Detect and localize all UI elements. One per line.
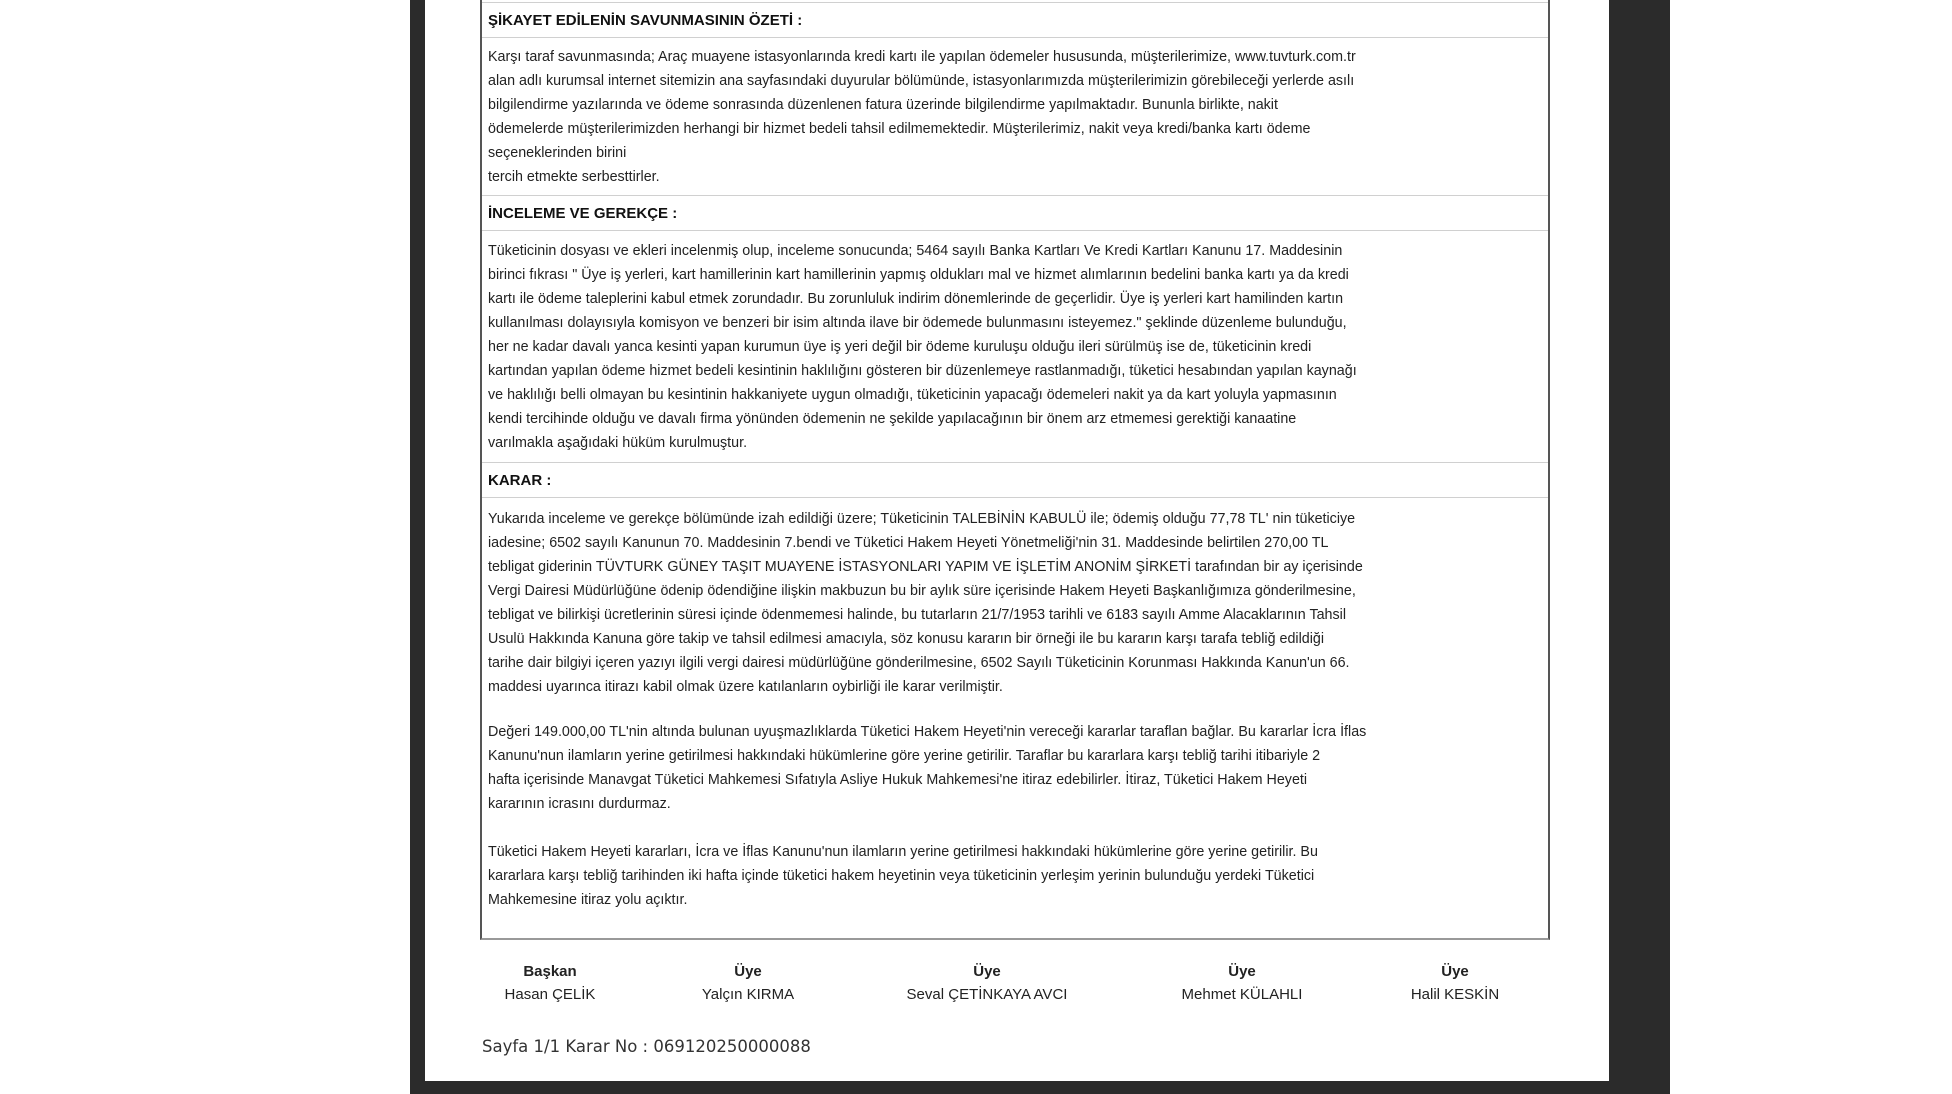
signature-name: Yalçın KIRMA <box>701 986 795 1003</box>
signature-role: Başkan <box>523 963 577 980</box>
decision-text-p2: Değeri 149.000,00 TL'nin altında bulunan uyuşmazlıklarda Tüketici Hakem Heyeti'nin vereceği kararlar taraflan bağlar. Bu kararlar İcra İflas Kanunu'nun ilamların yerine getirilmesi hakkındaki hükümlerine göre yerine getirilir. Taraflar bu kararlara karşı tebliğ tarihi itibariyle 2 hafta içerisinde Manavgat Tüketici Mahkemesi Sıfatıyla Asliye Hukuk Mahkemesi'ne itiraz edebilirler. İtiraz, Tüketici Hakem Heyeti kararının icrasını durdurmaz. <box>488 724 1367 812</box>
signature-name: Halil KESKİN <box>1410 986 1500 1003</box>
decision-body <box>480 0 1550 940</box>
signature-role: Üye <box>973 963 1001 980</box>
signature-member-3 <box>1152 960 1332 1006</box>
decision-heading: KARAR : <box>482 462 1548 498</box>
decision-text-p1: Yukarıda inceleme ve gerekçe bölümünde izah edildiği üzere; Tüketicinin TALEBİNİN KABULÜ ile; ödemiş olduğu 77,78 TL' nin tüketiciye iadesine; 6502 sayılı Kanunun 70. Maddesinin 7.bendi ve Tüketici Hakem Heyeti Yönetmeliği'nin 31. Maddesinde belirtilen 270,00 TL tebligat giderinin TÜVTURK GÜNEY TAŞIT MUAYENE İSTASYONLARI YAPIM VE İŞLETİM ANONİM ŞİRKETİ tarafından bir ay içerisinde Vergi Dairesi Müdürlüğüne ödenip ödendiğine ilişkin makbuzun bu bir aylık süre içerisinde Hakem Heyeti Başkanlığımıza gönderilmesine, tebligat ve bilirkişi ücretlerinin süresi içinde ödenmemesi halinde, bu tutarların 21/7/1953 tarihli ve 6183 sayılı Amme Alacaklarının Tahsil Usulü Hakkında Kanuna göre takip ve tahsil edilmesi amacıyla, söz konusu kararın bir örneği ile bu kararın karşı tarafa tebliğ edildiği tarihe dair bilgiyi içeren yazıyı ilgili vergi dairesi müdürlüğüne gönderilmesine, 6502 Sayılı Tüketicinin Korunması Hakkında Kanun'un 66. maddesi uyarınca itirazı kabil olmak üzere katılanların oybirliği ile karar verilmiştir. <box>488 511 1363 695</box>
signature-chair <box>470 960 630 1006</box>
signature-member-4 <box>1375 960 1535 1006</box>
signature-name: Seval ÇETİNKAYA AVCI <box>906 986 1068 1003</box>
signature-name: Hasan ÇELİK <box>504 986 596 1003</box>
signature-member-2 <box>887 960 1087 1006</box>
signature-role: Üye <box>734 963 762 980</box>
signature-name: Mehmet KÜLAHLI <box>1181 986 1303 1003</box>
defense-summary-text: Karşı taraf savunmasında; Araç muayene istasyonlarında kredi kartı ile yapılan ödemeler hususunda, müşterilerimize, www.tuvturk.com.tr alan adlı kurumsal internet sitemizin ana sayfasındaki duyurular bölümünde, istasyonlarımızda müşterilerimizin görebileceği yerlerde asılı bilgilendirme yazılarında ve ödeme sonrasında düzenlenen fatura üzerinde bilgilendirme yapılmaktadır. Bununla birlikte, nakit ödemelerde müşterilerimizden herhangi bir hizmet bedeli tahsil edilmemektedir. Müşterilerimiz, nakit veya kredi/banka kartı ödeme seçeneklerinden birini tercih etmekte serbesttirler. <box>488 49 1356 185</box>
defense-summary-heading: ŞİKAYET EDİLENİN SAVUNMASININ ÖZETİ : <box>482 2 1548 38</box>
signature-role: Üye <box>1441 963 1469 980</box>
document-page <box>425 0 1609 1081</box>
review-heading: İNCELEME VE GEREKÇE : <box>482 195 1548 231</box>
signature-member-1 <box>668 960 828 1006</box>
page-footer: Sayfa 1/1 Karar No : 069120250000088 <box>482 1037 811 1056</box>
decision-text-p3: Tüketici Hakem Heyeti kararları, İcra ve İflas Kanunu'nun ilamların yerine getirilmesi hakkındaki hükümlerine göre yerine getirilir. Bu kararlara karşı tebliğ tarihinden iki hafta içinde tüketici hakem heyetinin veya tüketicinin yerleşim yerinin bulunduğu yerdeki Tüketici Mahkemesine itiraz yolu açıktır. <box>488 844 1318 908</box>
review-text: Tüketicinin dosyası ve ekleri incelenmiş olup, inceleme sonucunda; 5464 sayılı Banka Kartları Ve Kredi Kartları Kanunu 17. Maddesinin birinci fıkrası " Üye iş yerleri, kart hamillerinin kart hamillerinin yapmış oldukları mal ve hizmet alımlarının bedelini banka kartı ya da kredi kartı ile ödeme taleplerini kabul etmek zorundadır. Bu zorunluluk indirim dönemlerinde de geçerlidir. Üye iş yerleri kart hamilinden kartın kullanılması dolayısıyla komisyon ve benzeri bir isim altında ilave bir ödemede bulunmasını isteyemez." şeklinde düzenleme bulunduğu, her ne kadar davalı yanca kesinti yapan kurumun üye iş yeri değil bir ödeme kuruluşu olduğu ileri sürülmüş ise de, tüketicinin kredi kartından yapılan ödeme hizmet bedeli kesintinin haklılığını gösteren bir düzenlemeye rastlanmadığı, tüketici hesabından yapılan kaynağı ve haklılığı belli olmayan bu kesintinin hakkaniyete uygun olmadığı, tüketicinin yapacağı ödemeleri nakit ya da kart yoluyla yapmasının kendi tercihinde olduğu ve davalı firma yönünden ödemenin ne şekilde yapılacağının bir önem arz etmemesi gerektiği kanaatine varılmakla aşağıdaki hüküm kurulmuştur. <box>488 243 1357 451</box>
signature-role: Üye <box>1228 963 1256 980</box>
